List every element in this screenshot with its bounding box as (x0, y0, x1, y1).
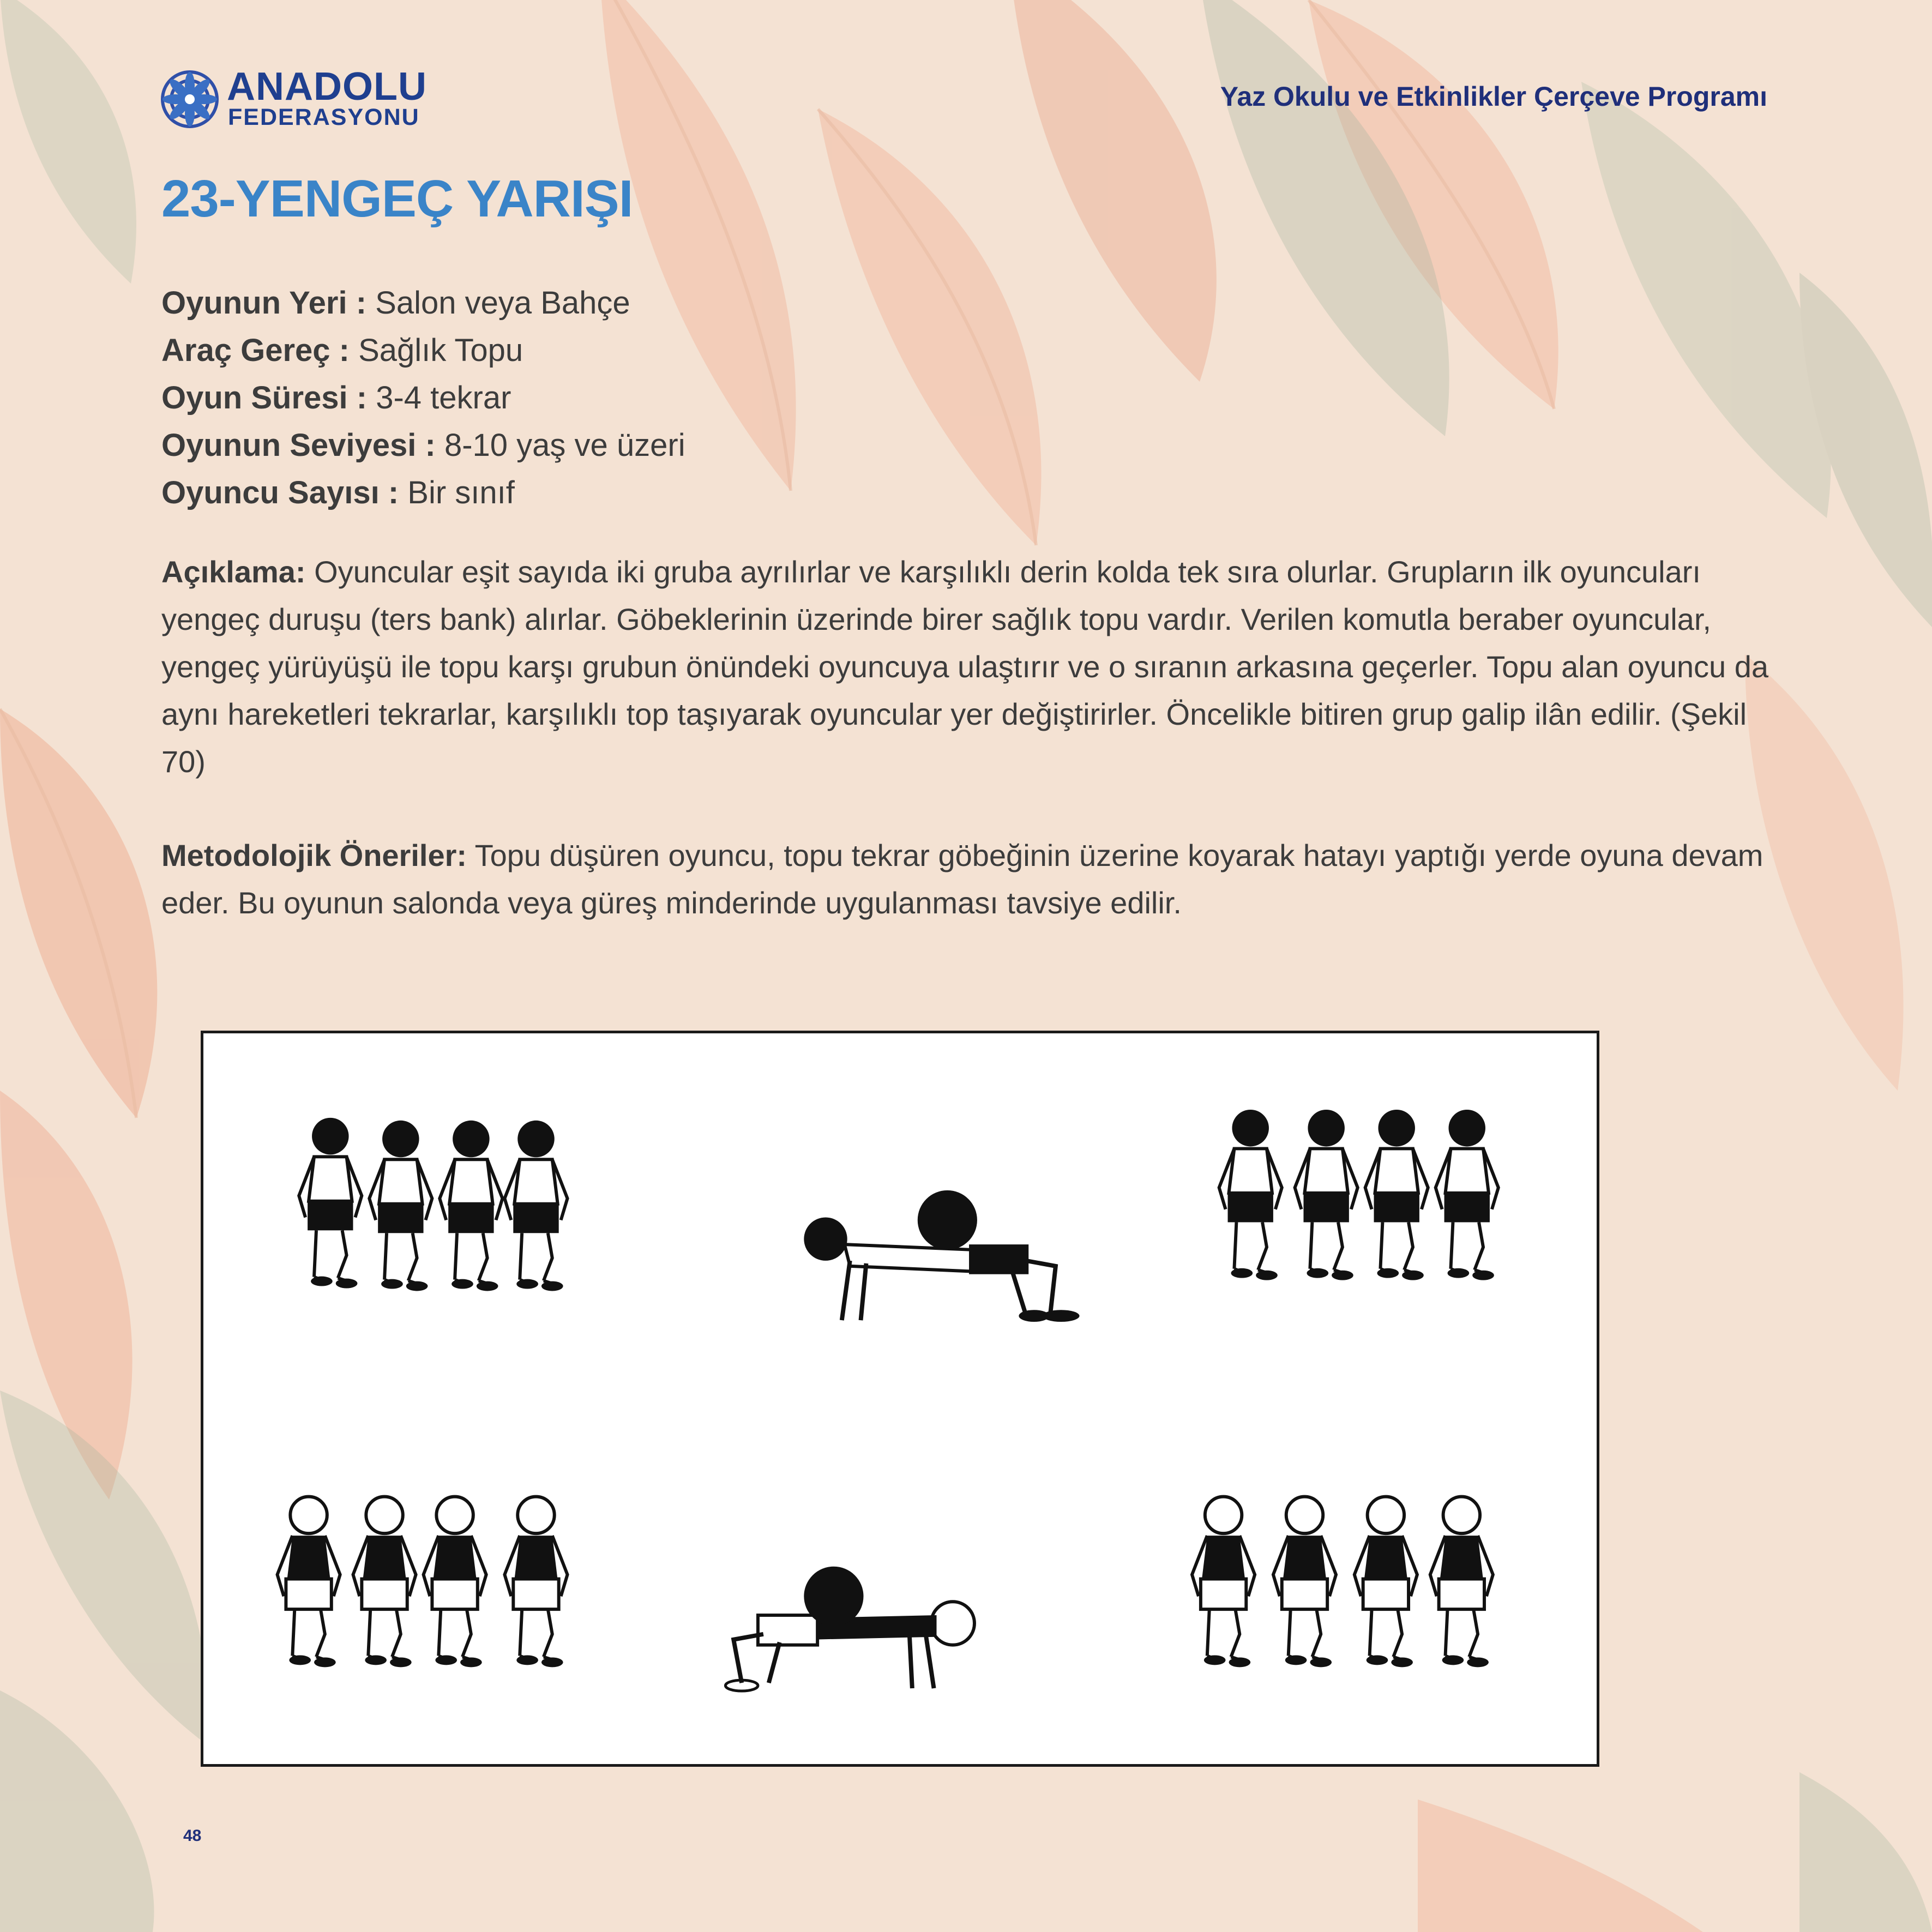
game-info (161, 279, 685, 516)
crab-walker-bottom (725, 1567, 974, 1691)
description-label: Açıklama: (161, 555, 306, 589)
group-top-left (299, 1118, 567, 1291)
suggestions-label: Metodolojik Öneriler: (161, 838, 467, 872)
info-label: Oyunun Yeri : (161, 285, 367, 321)
info-label: Oyunun Seviyesi : (161, 428, 436, 463)
info-value: Salon veya Bahçe (366, 285, 630, 321)
page-number: 48 (183, 1827, 202, 1845)
crab-walker-top (804, 1190, 1079, 1322)
info-value: Bir sınıf (399, 475, 515, 510)
federation-logo (159, 65, 427, 132)
group-top-right (1219, 1110, 1498, 1280)
player-figure (1219, 1110, 1282, 1280)
game-title: 23-YENGEÇ YARIŞI (161, 170, 633, 228)
player-figure (1295, 1110, 1358, 1280)
player-figure (353, 1497, 416, 1668)
player-figure (1365, 1110, 1428, 1280)
info-row-place (161, 279, 685, 327)
player-figure (1436, 1110, 1498, 1280)
info-label: Oyuncu Sayısı : (161, 475, 399, 510)
description-text: Oyuncular eşit sayıda iki gruba ayrılırlar ve karşılıklı derin kolda tek sıra olurlar. Grupların ilk oyuncuları yengeç duruşu (ters bank) alırlar. Göbeklerinin üzerinde birer sağlık topu vardır. Verilen komutla beraber oyuncular, yengeç yürüyüşü ile topu karşı grubun önündeki oyuncuya ulaştırır ve o sıranın arkasına geçerler. Topu alan oyuncu da aynı hareketleri tekrarlar, karşılıklı top taşıyarak oyuncular yer değiştirirler. Öncelikle bitiren grup galip ilân edilir. (Şekil 70) (161, 555, 1768, 779)
player-figure (1355, 1497, 1417, 1668)
player-figure (504, 1497, 567, 1668)
rosette-logo-icon (159, 69, 220, 130)
info-value: 8-10 yaş ve üzeri (435, 428, 685, 463)
info-row-level (161, 422, 685, 469)
player-figure (369, 1121, 432, 1291)
player-figure (1192, 1497, 1255, 1668)
group-bottom-right (1192, 1497, 1493, 1668)
player-figure (1273, 1497, 1336, 1668)
player-figure (1430, 1497, 1493, 1668)
info-row-equipment (161, 327, 685, 374)
illustration-drawing (203, 1033, 1597, 1764)
player-figure (440, 1121, 502, 1291)
player-figure (278, 1497, 340, 1668)
info-value: 3-4 tekrar (367, 380, 511, 416)
info-row-players (161, 469, 685, 516)
player-figure (299, 1118, 362, 1289)
game-illustration (201, 1031, 1599, 1767)
info-value: Sağlık Topu (349, 333, 523, 368)
info-label: Araç Gereç : (161, 333, 350, 368)
logo-name: ANADOLU (227, 65, 427, 109)
suggestions-text: Topu düşüren oyuncu, topu tekrar göbeğinin üzerine koyarak hatayı yaptığı yerde oyuna devam eder. Bu oyunun salonda veya güreş minderinde uygulanması tavsiye edilir. (161, 838, 1764, 920)
logo-subtitle: FEDERASYONU (228, 104, 420, 130)
description-paragraph (161, 548, 1775, 785)
info-row-duration (161, 374, 685, 422)
program-title: Yaz Okulu ve Etkinlikler Çerçeve Programı (1220, 81, 1767, 112)
player-figure (424, 1497, 486, 1668)
group-bottom-left (278, 1497, 568, 1668)
player-figure (504, 1121, 567, 1291)
suggestions-paragraph (161, 832, 1775, 926)
info-label: Oyun Süresi : (161, 380, 368, 416)
